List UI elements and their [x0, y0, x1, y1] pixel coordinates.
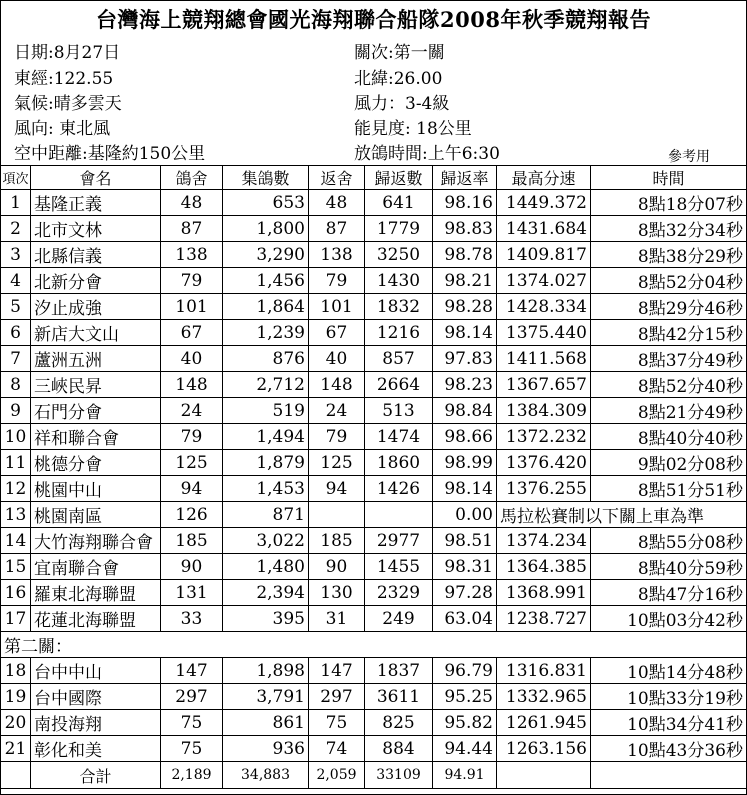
row-no: 6 [1, 320, 31, 346]
row-returned-lofts: 87 [309, 216, 365, 242]
row-returned-lofts: 74 [309, 736, 365, 762]
row-rate: 98.84 [433, 398, 497, 424]
table-row [1, 554, 747, 580]
row-club-name: 羅東北海聯盟 [31, 580, 161, 606]
total-rate: 94.91 [433, 762, 497, 789]
row-time: 8點55分08秒 [591, 528, 747, 554]
row-note: 馬拉松賽制以下關上車為準 [497, 502, 747, 528]
row-collected: 519 [223, 398, 309, 424]
row-speed: 1263.156 [497, 736, 591, 762]
row-returned: 641 [365, 190, 433, 216]
table-row [1, 190, 747, 216]
row-time: 10點14分48秒 [591, 658, 747, 684]
header-speed: 最高分速 [497, 166, 591, 190]
row-rate: 98.21 [433, 268, 497, 294]
table-row [1, 424, 747, 450]
row-rate: 98.23 [433, 372, 497, 398]
row-time: 8點52分04秒 [591, 268, 747, 294]
row-time: 8點42分15秒 [591, 320, 747, 346]
row-rate: 98.16 [433, 190, 497, 216]
row-time: 8點47分16秒 [591, 580, 747, 606]
row-returned: 513 [365, 398, 433, 424]
table-row [1, 606, 747, 632]
row-returned-lofts: 297 [309, 684, 365, 710]
total-lofts: 2,189 [161, 762, 223, 789]
row-rate: 98.83 [433, 216, 497, 242]
section2-label: 第二關： [1, 632, 747, 658]
total-collected: 34,883 [223, 762, 309, 789]
row-lofts: 147 [161, 658, 223, 684]
info-weather: 氣候:晴多雲天 [14, 94, 122, 114]
row-club-name: 新店大文山 [31, 320, 161, 346]
info-distance: 空中距離:基隆約150公里 [14, 144, 206, 164]
row-club-name: 祥和聯合會 [31, 424, 161, 450]
row-collected: 3,290 [223, 242, 309, 268]
row-collected: 1,239 [223, 320, 309, 346]
row-speed: 1372.232 [497, 424, 591, 450]
row-speed: 1364.385 [497, 554, 591, 580]
row-rate: 98.99 [433, 450, 497, 476]
row-lofts: 90 [161, 554, 223, 580]
row-collected: 3,022 [223, 528, 309, 554]
total-section [1, 762, 747, 789]
row-no: 11 [1, 450, 31, 476]
stage2-rows [1, 658, 747, 762]
info-date: 日期:8月27日 [14, 43, 121, 63]
stage2-section [1, 632, 747, 658]
total-returned: 33109 [365, 762, 433, 789]
info-longitude: 東經:122.55 [14, 69, 114, 89]
row-no: 7 [1, 346, 31, 372]
row-no: 4 [1, 268, 31, 294]
row-rate: 95.25 [433, 684, 497, 710]
row-speed: 1376.255 [497, 476, 591, 502]
table-row [1, 346, 747, 372]
row-returned-lofts: 75 [309, 710, 365, 736]
row-no: 18 [1, 658, 31, 684]
row-lofts: 79 [161, 424, 223, 450]
row-collected: 1,879 [223, 450, 309, 476]
row-returned: 1216 [365, 320, 433, 346]
row-speed: 1449.372 [497, 190, 591, 216]
row-no: 14 [1, 528, 31, 554]
row-rate: 98.66 [433, 424, 497, 450]
row-lofts: 94 [161, 476, 223, 502]
row-collected: 861 [223, 710, 309, 736]
row-collected: 936 [223, 736, 309, 762]
row-time: 10點43分36秒 [591, 736, 747, 762]
row-collected: 3,791 [223, 684, 309, 710]
row-returned: 2329 [365, 580, 433, 606]
row-returned-lofts: 94 [309, 476, 365, 502]
row-lofts: 75 [161, 736, 223, 762]
row-club-name: 南投海翔 [31, 710, 161, 736]
row-speed: 1374.234 [497, 528, 591, 554]
row-returned: 1426 [365, 476, 433, 502]
row-returned-lofts: 148 [309, 372, 365, 398]
row-time: 8點21分49秒 [591, 398, 747, 424]
row-club-name: 北新分會 [31, 268, 161, 294]
row-lofts: 125 [161, 450, 223, 476]
row-rate: 0.00 [433, 502, 497, 528]
row-returned-lofts: 125 [309, 450, 365, 476]
table-row [1, 450, 747, 476]
table-row [1, 684, 747, 710]
info-latitude: 北緯:26.00 [354, 69, 443, 89]
header-returned-lofts: 返舍 [309, 166, 365, 190]
row-speed: 1238.727 [497, 606, 591, 632]
row-time: 10點03分42秒 [591, 606, 747, 632]
row-collected: 2,712 [223, 372, 309, 398]
total-label: 合計 [31, 762, 161, 789]
row-lofts: 138 [161, 242, 223, 268]
row-no: 17 [1, 606, 31, 632]
row-no: 3 [1, 242, 31, 268]
info-stage: 關次:第一關 [354, 43, 445, 63]
row-club-name: 汐止成強 [31, 294, 161, 320]
row-rate: 98.78 [433, 242, 497, 268]
row-lofts: 67 [161, 320, 223, 346]
row-collected: 2,394 [223, 580, 309, 606]
row-lofts: 75 [161, 710, 223, 736]
row-time: 8點37分49秒 [591, 346, 747, 372]
row-club-name: 花蓮北海聯盟 [31, 606, 161, 632]
row-club-name: 大竹海翔聯合會 [31, 528, 161, 554]
row-returned: 825 [365, 710, 433, 736]
row-lofts: 87 [161, 216, 223, 242]
row-returned: 1474 [365, 424, 433, 450]
info-wind-direction: 風向: 東北風 [14, 119, 111, 139]
table-row [1, 580, 747, 606]
row-club-name: 三峽民昇 [31, 372, 161, 398]
total-row [1, 762, 747, 789]
row-returned-lofts: 185 [309, 528, 365, 554]
row-returned: 1860 [365, 450, 433, 476]
row-returned [365, 502, 433, 528]
table-row [1, 294, 747, 320]
info-release-time: 放鴿時間:上午6:30 [354, 144, 500, 164]
row-no: 10 [1, 424, 31, 450]
total-no [1, 762, 31, 789]
row-time: 8點18分07秒 [591, 190, 747, 216]
row-returned: 2664 [365, 372, 433, 398]
row-club-name: 石門分會 [31, 398, 161, 424]
row-returned: 1832 [365, 294, 433, 320]
row-returned-lofts: 40 [309, 346, 365, 372]
row-speed: 1332.965 [497, 684, 591, 710]
row-no: 2 [1, 216, 31, 242]
row-returned-lofts: 67 [309, 320, 365, 346]
table-row [1, 710, 747, 736]
row-speed: 1375.440 [497, 320, 591, 346]
row-speed: 1261.945 [497, 710, 591, 736]
row-club-name: 基隆正義 [31, 190, 161, 216]
total-speed [497, 762, 591, 789]
header-lofts: 鴿舍 [161, 166, 223, 190]
row-returned-lofts: 79 [309, 268, 365, 294]
row-speed: 1376.420 [497, 450, 591, 476]
row-no: 20 [1, 710, 31, 736]
row-returned-lofts: 130 [309, 580, 365, 606]
table-row [1, 398, 747, 424]
table-row [1, 502, 747, 528]
header-rate: 歸返率 [433, 166, 497, 190]
row-collected: 876 [223, 346, 309, 372]
row-club-name: 北縣信義 [31, 242, 161, 268]
row-no: 16 [1, 580, 31, 606]
row-time: 8點38分29秒 [591, 242, 747, 268]
row-rate: 96.79 [433, 658, 497, 684]
row-speed: 1316.831 [497, 658, 591, 684]
header-collected: 集鴿數 [223, 166, 309, 190]
row-lofts: 79 [161, 268, 223, 294]
row-returned-lofts: 101 [309, 294, 365, 320]
row-no: 8 [1, 372, 31, 398]
row-no: 12 [1, 476, 31, 502]
row-no: 15 [1, 554, 31, 580]
row-club-name: 宜南聯合會 [31, 554, 161, 580]
row-time: 8點40分40秒 [591, 424, 747, 450]
row-time: 8點29分46秒 [591, 294, 747, 320]
table-row [1, 268, 747, 294]
total-returned-lofts: 2,059 [309, 762, 365, 789]
row-lofts: 33 [161, 606, 223, 632]
row-rate: 94.44 [433, 736, 497, 762]
row-no: 21 [1, 736, 31, 762]
reference-note: 參考用 [668, 149, 710, 165]
row-lofts: 185 [161, 528, 223, 554]
row-lofts: 148 [161, 372, 223, 398]
table-row [1, 216, 747, 242]
row-returned: 2977 [365, 528, 433, 554]
info-visibility: 能見度: 18公里 [354, 119, 472, 139]
row-speed: 1409.817 [497, 242, 591, 268]
row-no: 19 [1, 684, 31, 710]
row-collected: 1,494 [223, 424, 309, 450]
row-no: 5 [1, 294, 31, 320]
table-row [1, 372, 747, 398]
row-time: 8點40分59秒 [591, 554, 747, 580]
row-returned-lofts: 138 [309, 242, 365, 268]
row-lofts: 126 [161, 502, 223, 528]
row-rate: 98.31 [433, 554, 497, 580]
row-lofts: 297 [161, 684, 223, 710]
row-speed: 1411.568 [497, 346, 591, 372]
row-returned: 1837 [365, 658, 433, 684]
total-time [591, 762, 747, 789]
table-row [1, 658, 747, 684]
row-speed: 1367.657 [497, 372, 591, 398]
table-row [1, 476, 747, 502]
row-time: 10點33分19秒 [591, 684, 747, 710]
row-club-name: 桃德分會 [31, 450, 161, 476]
row-lofts: 131 [161, 580, 223, 606]
row-no: 9 [1, 398, 31, 424]
row-collected: 395 [223, 606, 309, 632]
header-row [1, 166, 747, 190]
row-time: 8點51分51秒 [591, 476, 747, 502]
row-returned: 857 [365, 346, 433, 372]
table-row [1, 736, 747, 762]
row-club-name: 北市文林 [31, 216, 161, 242]
row-club-name: 台中國際 [31, 684, 161, 710]
row-returned-lofts: 79 [309, 424, 365, 450]
row-speed: 1374.027 [497, 268, 591, 294]
row-returned: 1779 [365, 216, 433, 242]
stage1-rows [1, 190, 747, 632]
row-no: 1 [1, 190, 31, 216]
row-rate: 98.51 [433, 528, 497, 554]
row-returned: 884 [365, 736, 433, 762]
row-collected: 1,898 [223, 658, 309, 684]
header-returned: 歸返數 [365, 166, 433, 190]
row-rate: 98.14 [433, 320, 497, 346]
row-returned-lofts [309, 502, 365, 528]
row-time: 8點52分40秒 [591, 372, 747, 398]
row-no: 13 [1, 502, 31, 528]
row-returned: 1430 [365, 268, 433, 294]
row-collected: 1,864 [223, 294, 309, 320]
results-table [0, 165, 747, 789]
row-collected: 1,800 [223, 216, 309, 242]
section-row [1, 632, 747, 658]
row-collected: 1,480 [223, 554, 309, 580]
header-time: 時間 [591, 166, 747, 190]
row-club-name: 蘆洲五洲 [31, 346, 161, 372]
row-time: 8點32分34秒 [591, 216, 747, 242]
row-rate: 95.82 [433, 710, 497, 736]
report-title: 台灣海上競翔總會國光海翔聯合船隊2008年秋季競翔報告 [96, 7, 651, 32]
row-speed: 1428.334 [497, 294, 591, 320]
row-rate: 98.28 [433, 294, 497, 320]
row-collected: 653 [223, 190, 309, 216]
row-collected: 1,453 [223, 476, 309, 502]
row-returned: 3611 [365, 684, 433, 710]
row-returned: 1455 [365, 554, 433, 580]
row-lofts: 40 [161, 346, 223, 372]
row-club-name: 彰化和美 [31, 736, 161, 762]
header-club: 會名 [31, 166, 161, 190]
row-club-name: 桃園南區 [31, 502, 161, 528]
row-time: 10點34分41秒 [591, 710, 747, 736]
row-collected: 1,456 [223, 268, 309, 294]
row-speed: 1384.309 [497, 398, 591, 424]
row-returned: 249 [365, 606, 433, 632]
row-speed: 1368.991 [497, 580, 591, 606]
row-rate: 97.28 [433, 580, 497, 606]
row-rate: 98.14 [433, 476, 497, 502]
row-lofts: 24 [161, 398, 223, 424]
row-rate: 97.83 [433, 346, 497, 372]
row-club-name: 台中中山 [31, 658, 161, 684]
row-time: 9點02分08秒 [591, 450, 747, 476]
row-speed: 1431.684 [497, 216, 591, 242]
row-returned-lofts: 31 [309, 606, 365, 632]
header-no: 項次 [1, 166, 31, 190]
row-returned-lofts: 24 [309, 398, 365, 424]
table-row [1, 242, 747, 268]
table-row [1, 320, 747, 346]
row-returned-lofts: 90 [309, 554, 365, 580]
row-returned-lofts: 48 [309, 190, 365, 216]
row-club-name: 桃園中山 [31, 476, 161, 502]
row-rate: 63.04 [433, 606, 497, 632]
row-returned: 3250 [365, 242, 433, 268]
row-lofts: 101 [161, 294, 223, 320]
table-row [1, 528, 747, 554]
row-returned-lofts: 147 [309, 658, 365, 684]
info-wind-force: 風力：3-4級 [354, 94, 450, 114]
row-lofts: 48 [161, 190, 223, 216]
row-collected: 871 [223, 502, 309, 528]
